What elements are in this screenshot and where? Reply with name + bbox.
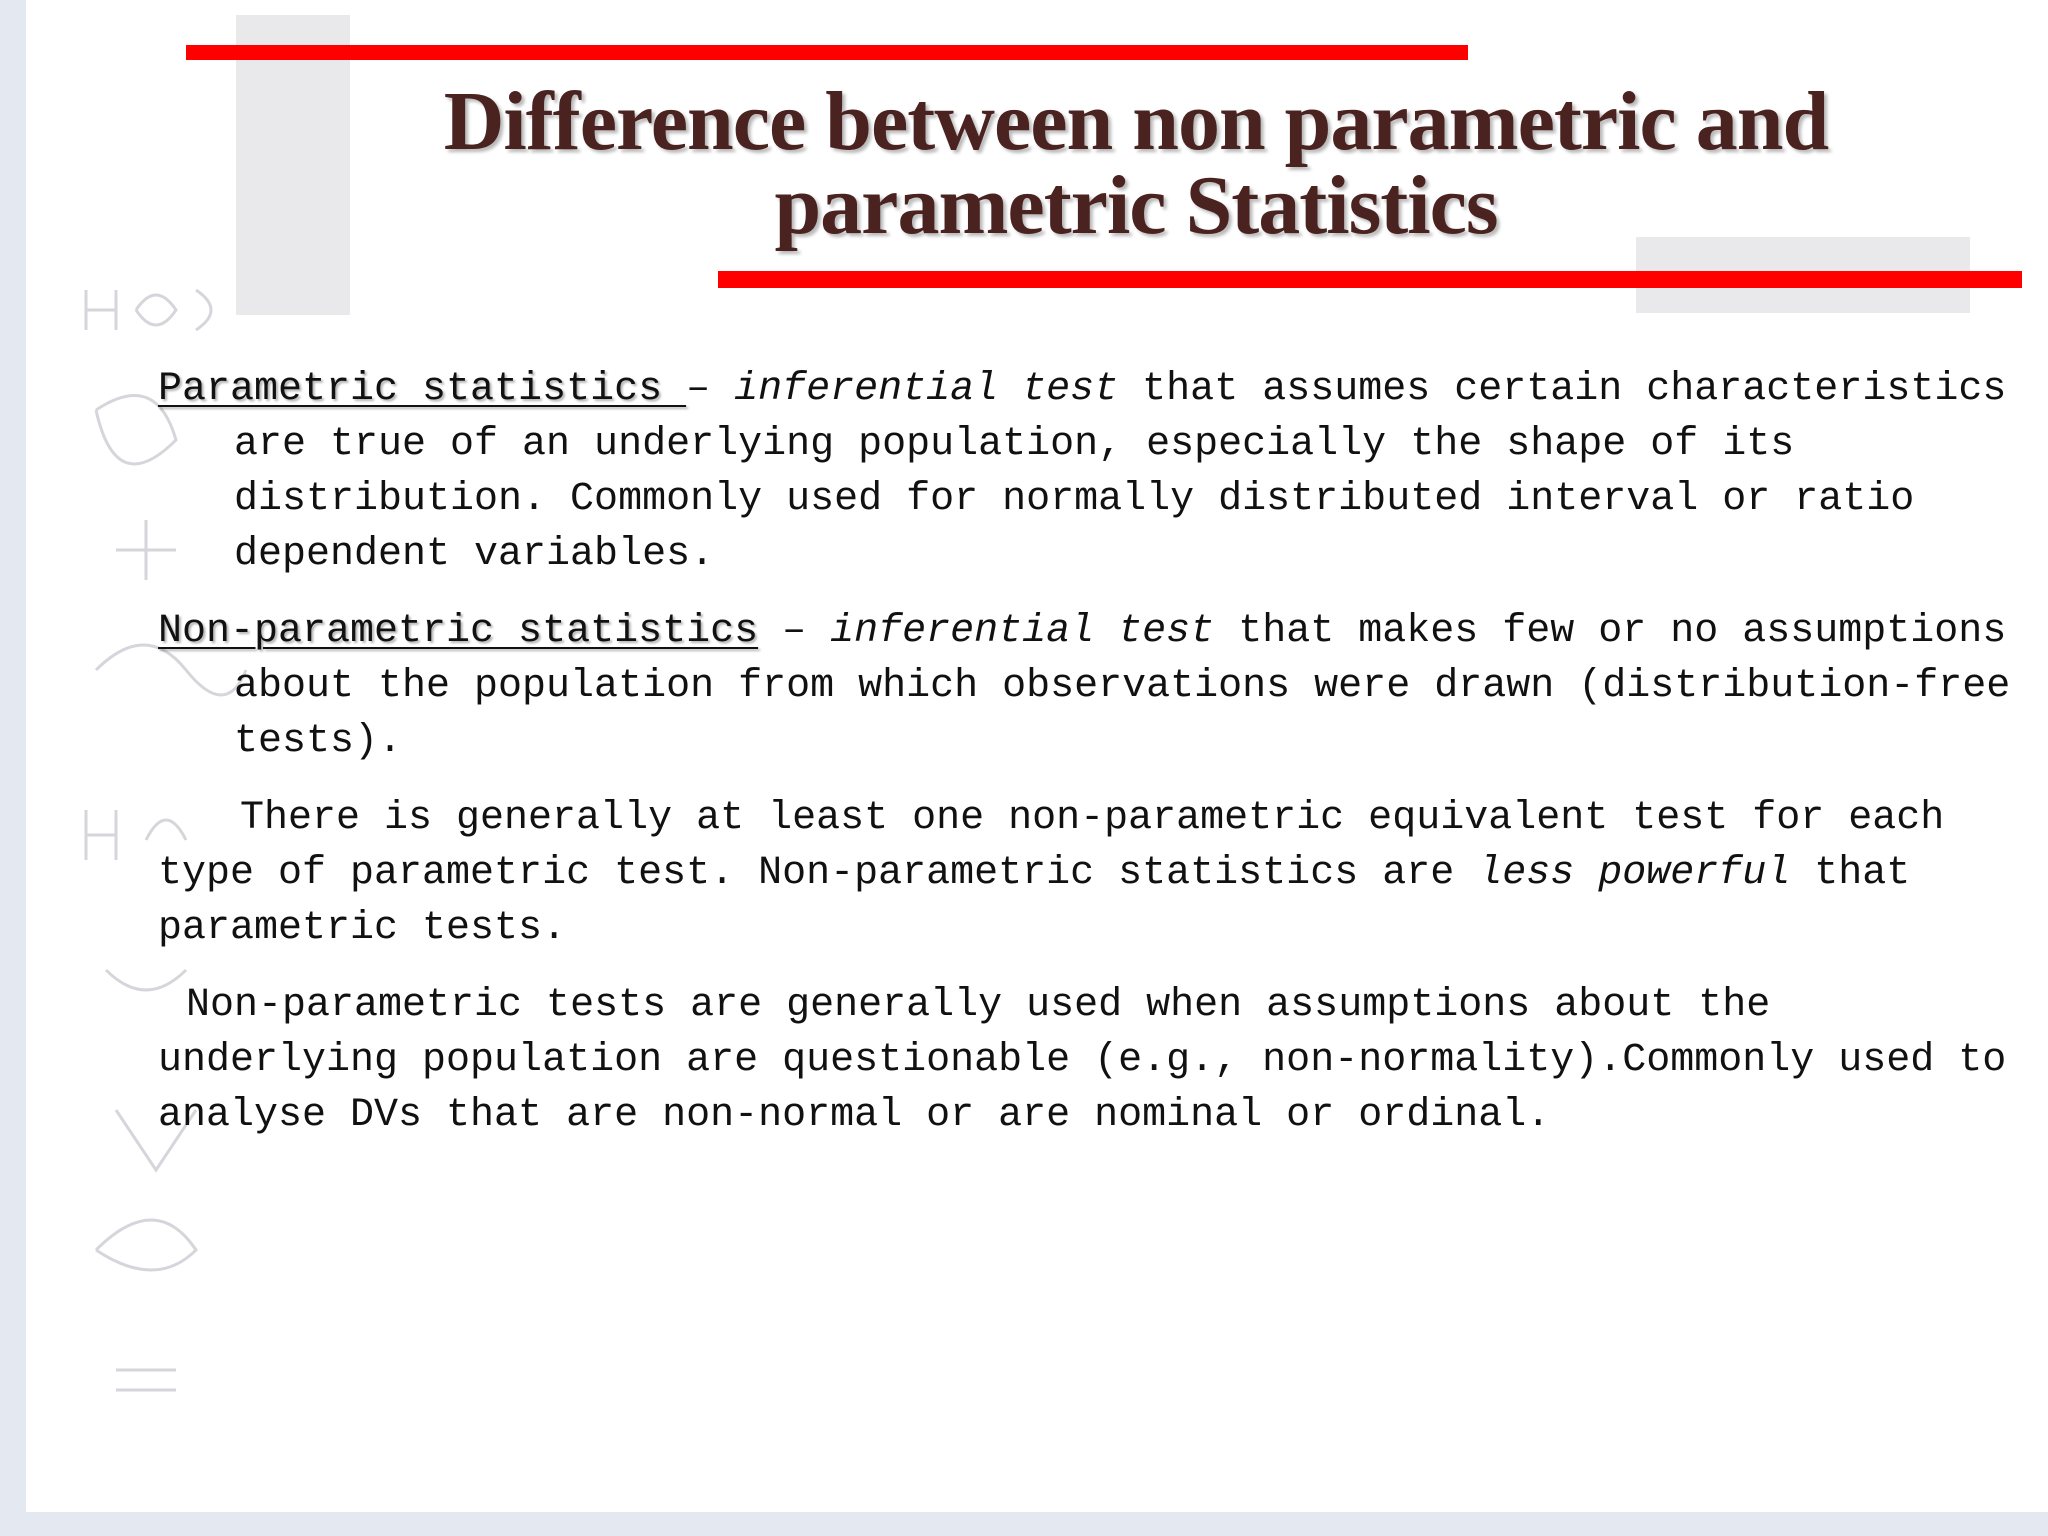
red-accent-bar-bottom [718, 271, 2022, 288]
nonparametric-definition [158, 604, 2018, 769]
equivalent-text-after: that parametric tests. [158, 851, 1911, 951]
equivalent-italic: less powerful [1478, 851, 1791, 896]
slide [26, 0, 2048, 1512]
slide-body [158, 362, 2018, 1143]
parametric-continuation: characteristics are true of an underlying population, especially the shape of its distribution. Commonly used for normally distributed interval or ratio dependent variables. [234, 367, 2007, 577]
equivalent-text-before: There is generally at least one non-parametric equivalent test for each type of parametric test. Non-parametric statistics are [158, 796, 1945, 896]
title-line-2: parametric Statistics [774, 159, 1498, 252]
parametric-italic: inferential test [734, 367, 1119, 412]
parametric-rest-line1: that assumes certain [1118, 367, 1623, 412]
nonparametric-dash: – [758, 609, 831, 654]
parametric-dash: – [686, 367, 735, 412]
title-line-1: Difference between non parametric and [443, 75, 1829, 168]
nonparametric-rest: that makes few or no assumptions about the population from which observations were drawn (distribution-free tests). [234, 609, 2011, 764]
nonparametric-italic: inferential test [830, 609, 1215, 654]
parametric-term: Parametric statistics [158, 367, 687, 412]
usage-text: Non-parametric tests are generally used when assumptions about the underlying population are questionable (e.g., non-normality).Commonly used to analyse DVs that are non-normal or are nominal or ordinal. [158, 983, 2007, 1138]
slide-title [356, 75, 1916, 252]
nonparametric-term: Non-parametric statistics [158, 609, 759, 654]
parametric-definition [158, 362, 2018, 582]
equivalent-paragraph [158, 791, 2018, 956]
usage-paragraph [158, 978, 2018, 1143]
red-accent-bar-top [186, 45, 1468, 60]
